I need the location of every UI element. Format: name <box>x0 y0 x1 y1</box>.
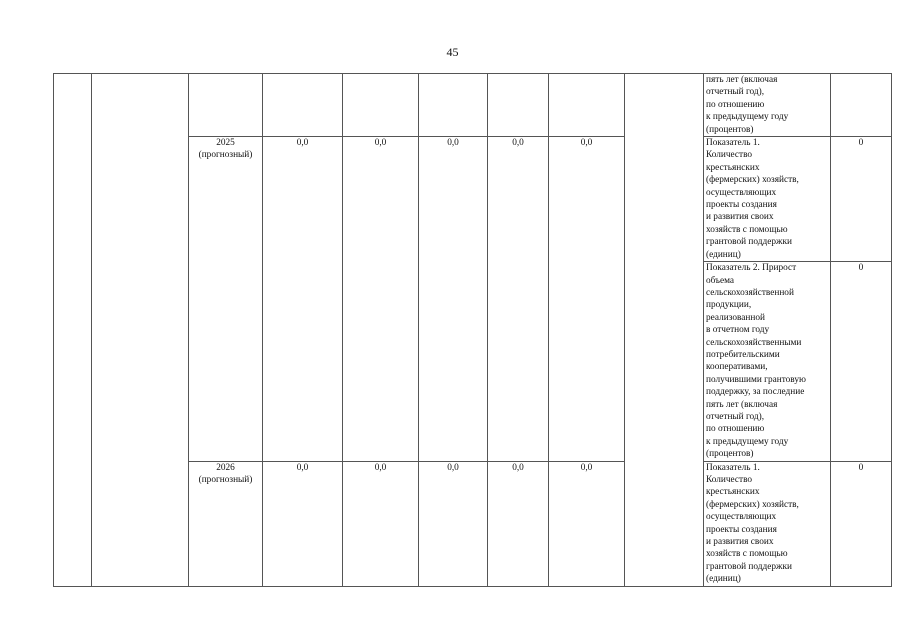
indicator-line: грантовой поддержки <box>706 237 792 248</box>
year-cell <box>189 137 263 462</box>
value-cell: 0,0 <box>263 137 343 462</box>
year-note: (прогнозный) <box>198 150 253 161</box>
indicator-line: в отчетном году <box>706 325 770 336</box>
indicator-cell <box>704 74 831 137</box>
indicator-line: отчетный год), <box>706 87 765 98</box>
value-cell: 0,0 <box>419 137 488 462</box>
year-note: (прогнозный) <box>198 475 253 485</box>
indicator-line: (единиц) <box>706 574 741 585</box>
indicator-line: осуществляющих <box>706 187 777 198</box>
value-cell: 0,0 <box>488 137 549 462</box>
year-cell <box>189 461 263 586</box>
value-cell: 0,0 <box>263 461 343 586</box>
indicator-line: крестьянских <box>706 487 760 498</box>
indicator-line: проекты создания <box>706 200 777 211</box>
year-label: 2025 <box>216 138 235 149</box>
indicator-line: сельскохозяйственной <box>706 287 794 298</box>
year-label: 2026 <box>216 462 235 473</box>
indicator-line: по отношению <box>706 99 765 110</box>
indicator-line: получившими грантовую <box>706 374 806 385</box>
value-cell <box>343 74 419 137</box>
value-cell: 0,0 <box>488 461 549 586</box>
value-cell <box>488 74 549 137</box>
executor-cell <box>625 74 704 587</box>
indicator-line: проекты создания <box>706 524 777 535</box>
indicator-cell <box>704 262 831 462</box>
indicator-line: потребительскими <box>706 349 780 360</box>
value-cell: 0,0 <box>549 461 625 586</box>
indicator-line: пять лет (включая <box>706 75 778 85</box>
table-row <box>54 74 892 137</box>
indicator-cell <box>704 461 831 586</box>
indicator-line: Показатель 1. <box>706 138 760 149</box>
indicator-line: отчетный год), <box>706 411 765 422</box>
indicator-line: Количество <box>706 475 753 485</box>
value-cell <box>549 74 625 137</box>
indicator-line: Показатель 1. <box>706 462 760 473</box>
indicator-line: (фермерских) хозяйств, <box>706 175 799 186</box>
indicator-line: Количество <box>706 150 753 161</box>
indicator-line: хозяйств с помощью <box>706 224 788 235</box>
target-cell <box>831 74 892 137</box>
indicator-line: и развития своих <box>706 537 774 548</box>
value-cell: 0,0 <box>419 461 488 586</box>
indicator-line: (процентов) <box>706 124 754 135</box>
indicator-line: (единиц) <box>706 249 741 260</box>
indicator-line: крестьянских <box>706 162 760 173</box>
indicator-line: продукции, <box>706 300 752 311</box>
target-cell: 0 <box>831 262 892 462</box>
indicator-line: сельскохозяйственными <box>706 337 802 348</box>
indicator-line: пять лет (включая <box>706 399 778 410</box>
target-cell: 0 <box>831 461 892 586</box>
value-cell: 0,0 <box>549 137 625 462</box>
indicator-line: грантовой поддержки <box>706 561 792 572</box>
value-cell: 0,0 <box>343 137 419 462</box>
page-number: 45 <box>446 45 459 59</box>
indicator-line: к предыдущему году <box>706 436 789 447</box>
number-cell <box>54 74 92 587</box>
indicator-line: кооперативами, <box>706 362 768 373</box>
indicator-cell <box>704 137 831 262</box>
indicator-line: и развития своих <box>706 212 774 223</box>
indicator-line: к предыдущему году <box>706 112 789 123</box>
indicator-line: (процентов) <box>706 449 754 460</box>
indicator-line: объема <box>706 275 735 286</box>
value-cell <box>419 74 488 137</box>
indicator-line: осуществляющих <box>706 512 777 523</box>
value-cell <box>263 74 343 137</box>
indicator-line: Показатель 2. Прирост <box>706 263 797 274</box>
value-cell: 0,0 <box>343 461 419 586</box>
year-cell <box>189 74 263 137</box>
target-cell: 0 <box>831 137 892 262</box>
program-indicators-table <box>53 73 892 587</box>
indicator-line: (фермерских) хозяйств, <box>706 499 799 510</box>
indicator-line: хозяйств с помощью <box>706 549 788 560</box>
measure-name-cell <box>92 74 189 587</box>
indicator-line: поддержку, за последние <box>706 387 805 398</box>
indicator-line: по отношению <box>706 424 765 435</box>
indicator-line: реализованной <box>706 312 765 323</box>
